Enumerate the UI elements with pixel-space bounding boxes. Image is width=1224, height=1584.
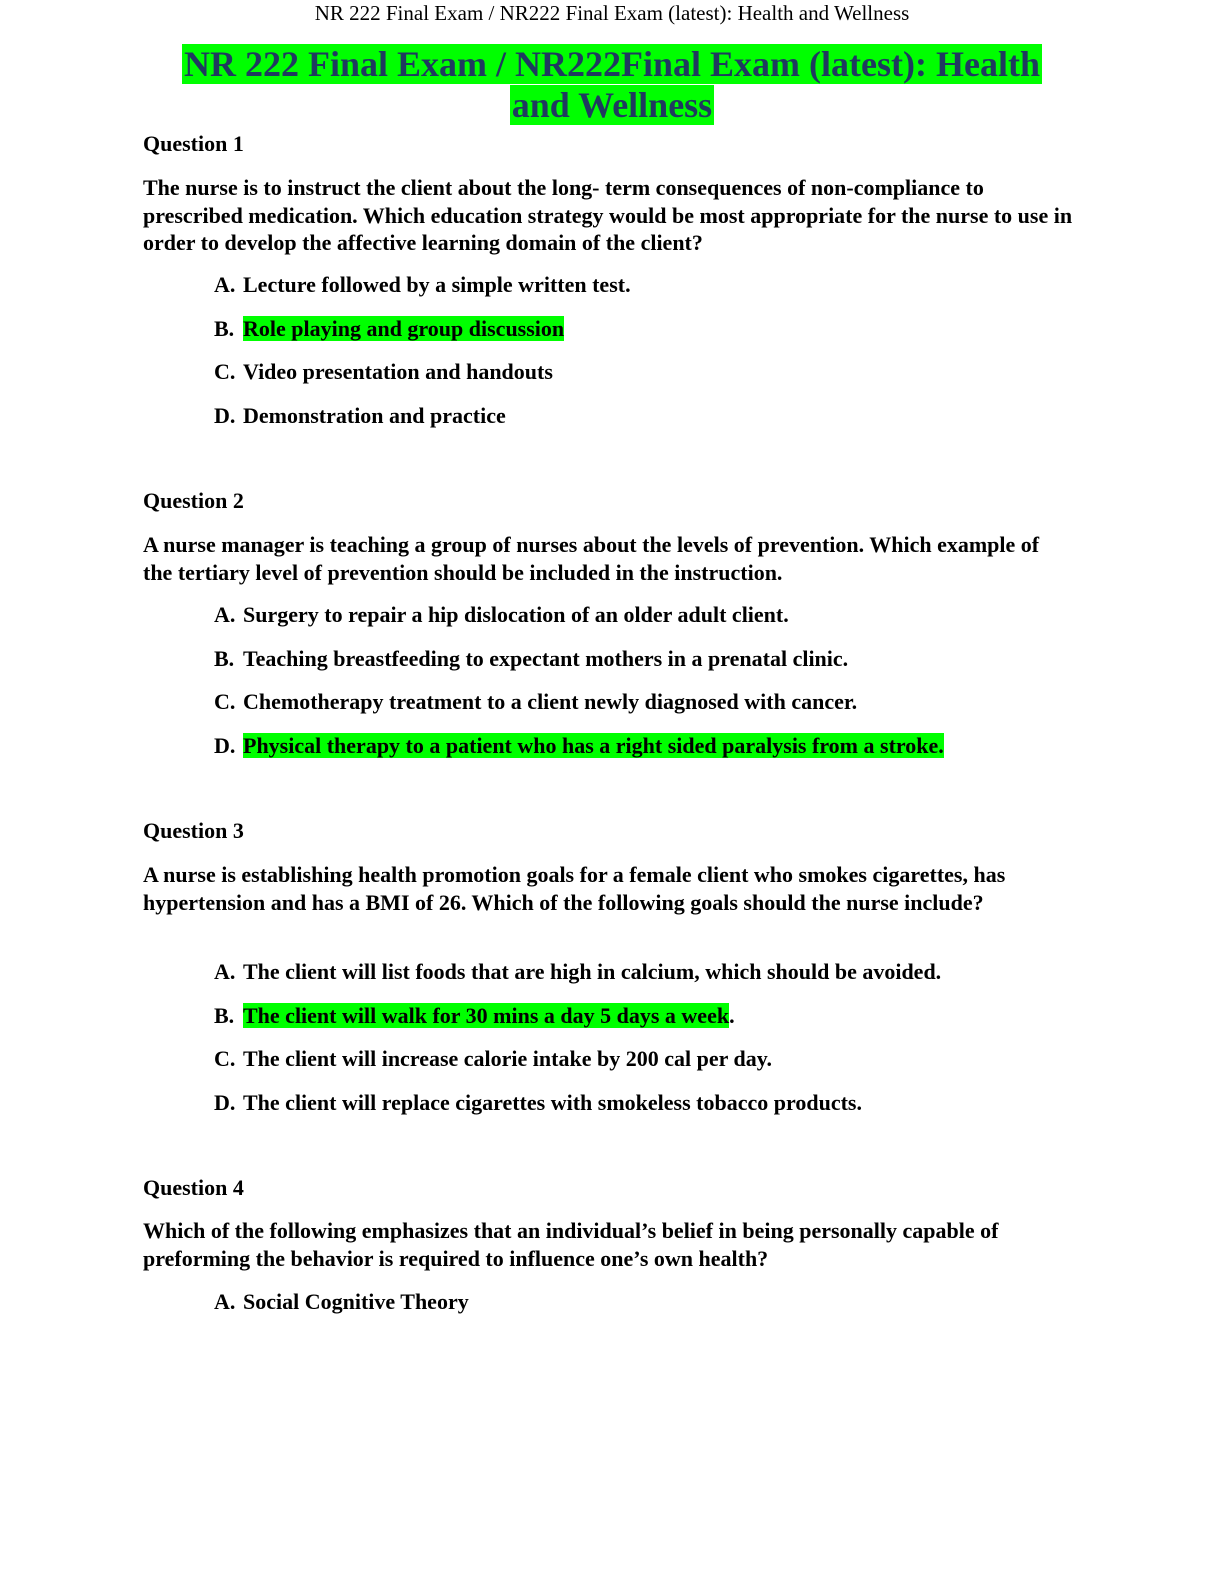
answer-option-b bbox=[214, 1003, 941, 1029]
document-title bbox=[0, 44, 1224, 126]
option-text: Demonstration and practice bbox=[243, 402, 506, 428]
document-title-line2: and Wellness bbox=[511, 85, 713, 125]
option-letter: D. bbox=[214, 402, 236, 428]
option-text: The client will list foods that are high in calcium, which should be avoided. bbox=[243, 959, 942, 984]
option-text: Teaching breastfeeding to expectant mothers in a prenatal clinic. bbox=[243, 645, 849, 671]
option-text: Social Cognitive Theory bbox=[243, 1289, 469, 1314]
answer-option-b bbox=[214, 646, 944, 672]
question-3 bbox=[143, 818, 1073, 1115]
answer-options bbox=[214, 272, 631, 446]
option-letter: C. bbox=[214, 359, 236, 384]
document-title-line1: NR 222 Final Exam / NR222Final Exam (latest): Health bbox=[184, 44, 1040, 84]
option-letter: A. bbox=[214, 959, 236, 984]
question-4 bbox=[143, 1175, 1073, 1314]
question-text: The nurse is to instruct the client about the long- term consequences of non-compliance to prescribed medication. Which education strategy would be most appropriate for the nurse to use in order to develop the affective learning domain of the client? bbox=[143, 175, 1073, 255]
option-letter: B. bbox=[214, 1002, 235, 1028]
question-1 bbox=[143, 131, 1073, 428]
answer-option-c bbox=[214, 359, 631, 385]
answer-options bbox=[214, 1289, 469, 1333]
option-text: Video presentation and handouts bbox=[243, 359, 553, 384]
answer-options bbox=[214, 959, 941, 1133]
running-header: NR 222 Final Exam / NR222 Final Exam (latest): Health and Wellness bbox=[314, 1, 910, 25]
question-text: A nurse is establishing health promotion goals for a female client who smokes cigarettes, has hypertension and has a BMI of 26. Which of the following goals should the nurse include? bbox=[143, 862, 1006, 915]
option-text-suffix: . bbox=[729, 1002, 735, 1028]
option-text: Surgery to repair a hip dislocation of an older adult client. bbox=[243, 602, 789, 627]
option-letter: B. bbox=[214, 315, 235, 341]
correct-answer-highlight: The client will walk for 30 mins a day 5 days a week bbox=[243, 1002, 730, 1028]
question-label: Question 1 bbox=[143, 131, 244, 156]
option-letter: C. bbox=[214, 1046, 236, 1071]
answer-option-b bbox=[214, 316, 631, 342]
answer-option-a bbox=[214, 602, 944, 628]
question-text: Which of the following emphasizes that an individual’s belief in being personally capable of preforming the behavior is required to influence one’s own health? bbox=[143, 1218, 999, 1271]
question-label: Question 3 bbox=[143, 818, 244, 843]
answer-option-a bbox=[214, 959, 941, 985]
correct-answer-highlight: Physical therapy to a patient who has a right sided paralysis from a stroke. bbox=[243, 732, 944, 758]
option-letter: C. bbox=[214, 689, 236, 714]
option-letter: A. bbox=[214, 1289, 236, 1314]
option-letter: B. bbox=[214, 645, 235, 671]
question-2 bbox=[143, 488, 1073, 758]
answer-options bbox=[214, 602, 944, 776]
option-text: Lecture followed by a simple written test. bbox=[243, 272, 631, 297]
answer-option-a bbox=[214, 1289, 469, 1315]
question-label: Question 2 bbox=[143, 488, 244, 513]
option-text: The client will increase calorie intake by 200 cal per day. bbox=[243, 1046, 772, 1071]
answer-option-c bbox=[214, 1046, 941, 1072]
answer-option-d bbox=[214, 733, 944, 759]
option-letter: D. bbox=[214, 1089, 236, 1115]
option-letter: A. bbox=[214, 602, 236, 627]
question-text: A nurse manager is teaching a group of nurses about the levels of prevention. Which example of the tertiary level of prevention should be included in the instruction. bbox=[143, 532, 1040, 585]
answer-option-c bbox=[214, 689, 944, 715]
correct-answer-highlight: Role playing and group discussion bbox=[243, 315, 565, 341]
option-letter: D. bbox=[214, 732, 236, 758]
question-label: Question 4 bbox=[143, 1175, 244, 1200]
option-letter: A. bbox=[214, 272, 236, 297]
option-text: The client will replace cigarettes with smokeless tobacco products. bbox=[243, 1089, 862, 1115]
option-text: Chemotherapy treatment to a client newly diagnosed with cancer. bbox=[243, 689, 858, 714]
answer-option-d bbox=[214, 1090, 941, 1116]
answer-option-a bbox=[214, 272, 631, 298]
answer-option-d bbox=[214, 403, 631, 429]
